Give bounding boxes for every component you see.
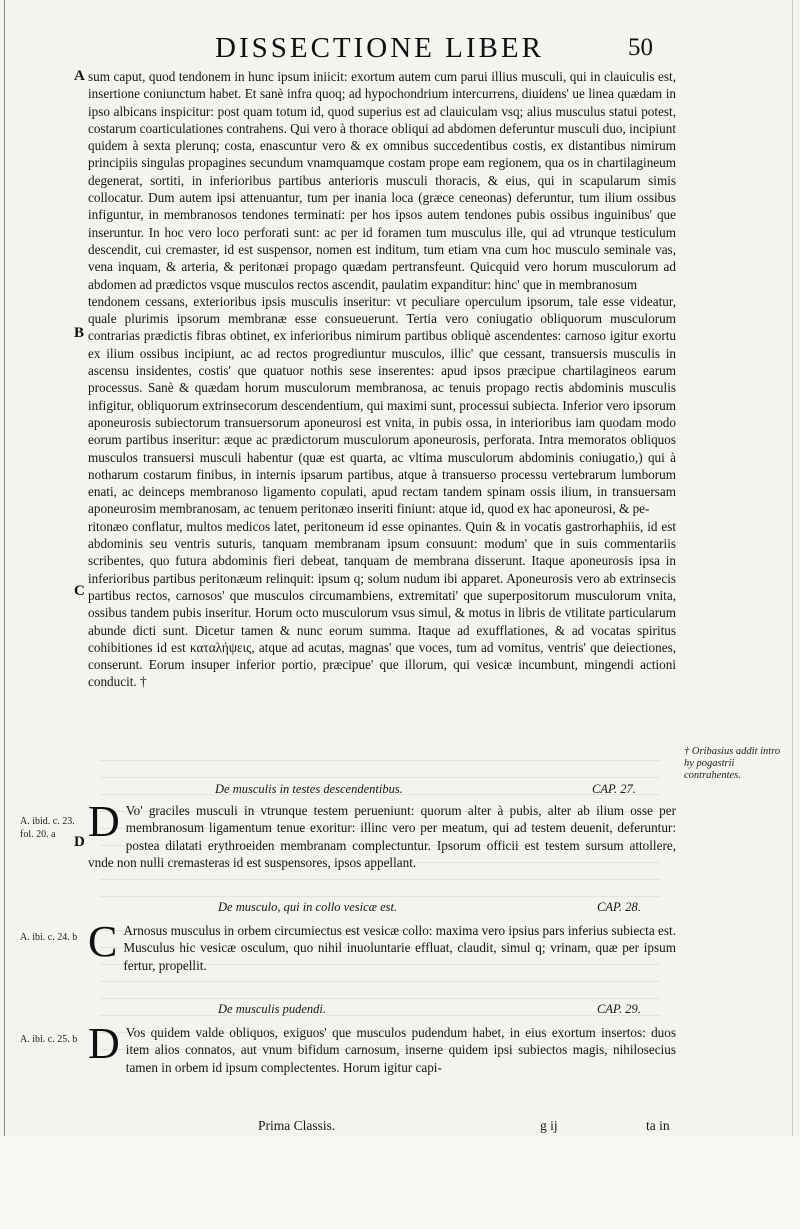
page-edge-line-right: [792, 0, 793, 1229]
bottom-margin: [0, 1136, 800, 1229]
chapter-number: CAP. 29.: [597, 1002, 641, 1016]
page-edge-line: [4, 0, 5, 1229]
section-mark-c: C: [74, 583, 85, 599]
chapter-text: [88, 917, 676, 974]
page-header: [0, 32, 800, 72]
chapter-body: Arnosus musculus in orbem circumiectus est vesicæ collo: maxima vero ipsius pars inferius subiecta est. Musculus hic vesicæ osculum, quo nihil inuoluntarie effluat, claudit, simul q; vrinam, quæ per ipsum fertur, propellit.: [123, 923, 676, 973]
catchword: ta in: [646, 1118, 670, 1133]
margin-reference: fol. 20. a: [20, 829, 56, 840]
folio-number: 50: [628, 34, 653, 61]
signature-label: Prima Classis.: [258, 1118, 336, 1133]
margin-reference: A. ibid. c. 23.: [20, 816, 75, 827]
main-text-block: [88, 68, 676, 691]
chapter-number: CAP. 28.: [597, 900, 641, 914]
paragraph: ritonæo conflatur, multos medicos latet, peritoneum id esse opinantes. Quin & in vocatis gastrorhaphiis, id est abdominis seu ventris suturis, tanquam membranam ipsum consuunt: modum' que in suis commentariis scribentes, quo futura abdominis fieri debeat, tanquam de membrana disserunt. Itaque aponeurosis ipsa in inferioribus partibus peritonæum relinquit: ipsum q; solum nudum ibi apparet. Aponeurosis vero ab extrinsecis partibus rectos, carnosos' que musculos circumambiens, extremitati' que superpositorum musculorum vnita, ossibus tandem pubis inseritur. Horum octo musculorum vsus simul, & motus in libris de vtilitate particularum abunde dicti sunt. Dicetur tamen & nunc eorum summa. Itaque ad exufflationes, & ad vocatas spiritus cohibitiones id est καταλήψεις, atque ad acutas, magnas' que voces, tum ad vomitus, ventris' que deiectiones, conserunt. Eorum insuper inferior portio, præcipue' que illorum, qui vesicæ incumbunt, mingendi actioni conducit. †: [88, 518, 676, 690]
drop-cap: C: [88, 917, 118, 966]
paragraph: sum caput, quod tendonem in hunc ipsum iniicit: exortum autem cum parui illius musculi, qui in clauiculis est, insertione coniunctum habet. Et sanè infra quoq; ad hypochondrium intercurrens, diuidens' ue linea quædam in ipso albicans inspicitur: post quam totum id, quod superius est ad clauiculam vsq; alius musculus statui potest, costarum coarticulationes contrahens. Qui vero à thorace obliqui ad abdomen deferuntur musculi duo, incipiunt quidem à sexta plerunq; costa, enascuntur vero & ex omnibus succedentibus costis, ex distantibus nimirum principiis singulas propagines secundum vnamquamque costam prope eam regionem, qua os in chartilagineum degenerat, sortiti, in inferioribus partibus anterioris musculi thoracis, & eius, qui in scapularum simis collocatur. Dum autem ipsi attenuantur, tum per inania loca (græce ceneonas) deferuntur, tum ilium ossibus infiguntur, in membranosos tendones terminati: per hos ipsos autem tendones pubis ossibus inguinibus' que inseruntur. In hoc vero loco perforati sunt: ac per id foramen tum musculus ille, qui ad vtrunque testiculum descendit, cui cremaster, id est suspensor, nomen est inditum, tum etiam vna cum hoc musculo seminale vas, vena inquam, & arteria, & peritonæi propago quædam pertransfeunt. Quicquid vero horum musculorum ad abdomen ad prædictos vsque musculos rectos ascendit, paulatim expanditur: hinc' que in membranosum: [88, 69, 676, 292]
section-mark-a: A: [74, 68, 85, 84]
chapter-heading: De musculis pudendi.: [218, 1002, 326, 1016]
chapter-body: Vos quidem valde obliquos, exiguos' que musculos pudendum habet, in eius exortum insertos: duos item alios connatos, aut vnum bifidum carnosum, inserne quidem ipsi subiectos magis, nihilosecius tamen in orbem id ipsum complectentes. Horum igitur capi-: [125, 1025, 676, 1075]
margin-note-oribasius: † Oribasius addit intro hy pogastrii contrahentes.: [684, 746, 781, 781]
chapter-number: CAP. 27.: [592, 782, 636, 796]
signature-mark: g ij: [540, 1118, 558, 1133]
section-mark-d: D: [74, 834, 85, 850]
chapter-text: [88, 1019, 676, 1076]
chapter-heading: De musculo, qui in collo vesicæ est.: [218, 900, 398, 914]
margin-reference: A. ibi. c. 25. b: [20, 1034, 78, 1045]
running-title: DISSECTIONE LIBER: [215, 32, 544, 64]
paragraph: tendonem cessans, exterioribus ipsis musculis inseritur: vt peculiare operculum ipsorum, tale esse videatur, quale plurimis ipsorum membranæ esse consueuerunt. Tertia vero coniugatio obliquorum musculorum contrarias prædictis fibras obtinet, ex inferioribus nimirum partibus obliquè ascendentes: carnoso igitur exortu ex ilium ossibus incipiunt, ac ad rectos progrediuntur musculos, illic' que cessant, transuersis musculis in ascensu insidentes, costis' que quatuor nothis sese inserentes: apud ipsos præcipue chartilagineos earum processus. Sanè & quædam horum musculorum membranosa, ac tenuis propago rectis abdominis musculis infigitur, obliquorum extrinsecorum descendentium, qui maximi sunt, processui subiecta. Inferior vero ipsorum aponeurosis subiectorum transuersorum aponeurosi est vnita, in pubis ossa, in interioribus iam quodam modo eorum partibus inseritur: æque ac prædictorum musculorum aponeurosis, perforata. Intra memoratos obliquos musculos transuersi musculi habentur (quæ est quarta, ac vltima musculorum abdominis coniugatio,) qui à notharum costarum finibus, in internis ipsarum partibus, atque à transuerso processu vertebrarum lumborum enati, ac deinceps membranoso ligamento copulati, apud rectam tandem spinam ossis ilium, in transuersam aponeurosim membranosam, ac tenuem peritonæo inseriti finiunt: atque id, quod ex hac aponeurosi, & pe-: [88, 293, 676, 517]
margin-reference: A. ibi. c. 24. b: [20, 932, 78, 943]
drop-cap: D: [88, 1019, 120, 1068]
chapter-heading: De musculis in testes descendentibus.: [215, 782, 403, 796]
chapter-text: [88, 797, 676, 871]
chapter-body: Vo' graciles musculi in vtrunque testem perueniunt: quorum alter à pubis, alter ab ilium osse per membranosum ligamentum tenue exoritur: illinc vero per meatum, qui ad testem deuenit, deferuntur: postea dilatati erythroeiden membranam complectuntur. Ipsorum officii est testem sursum attollere, vnde non nulli cremasteras id est suspensores, ipsos appellant.: [88, 803, 676, 870]
drop-cap: D: [88, 797, 120, 846]
section-mark-b: B: [74, 325, 85, 341]
